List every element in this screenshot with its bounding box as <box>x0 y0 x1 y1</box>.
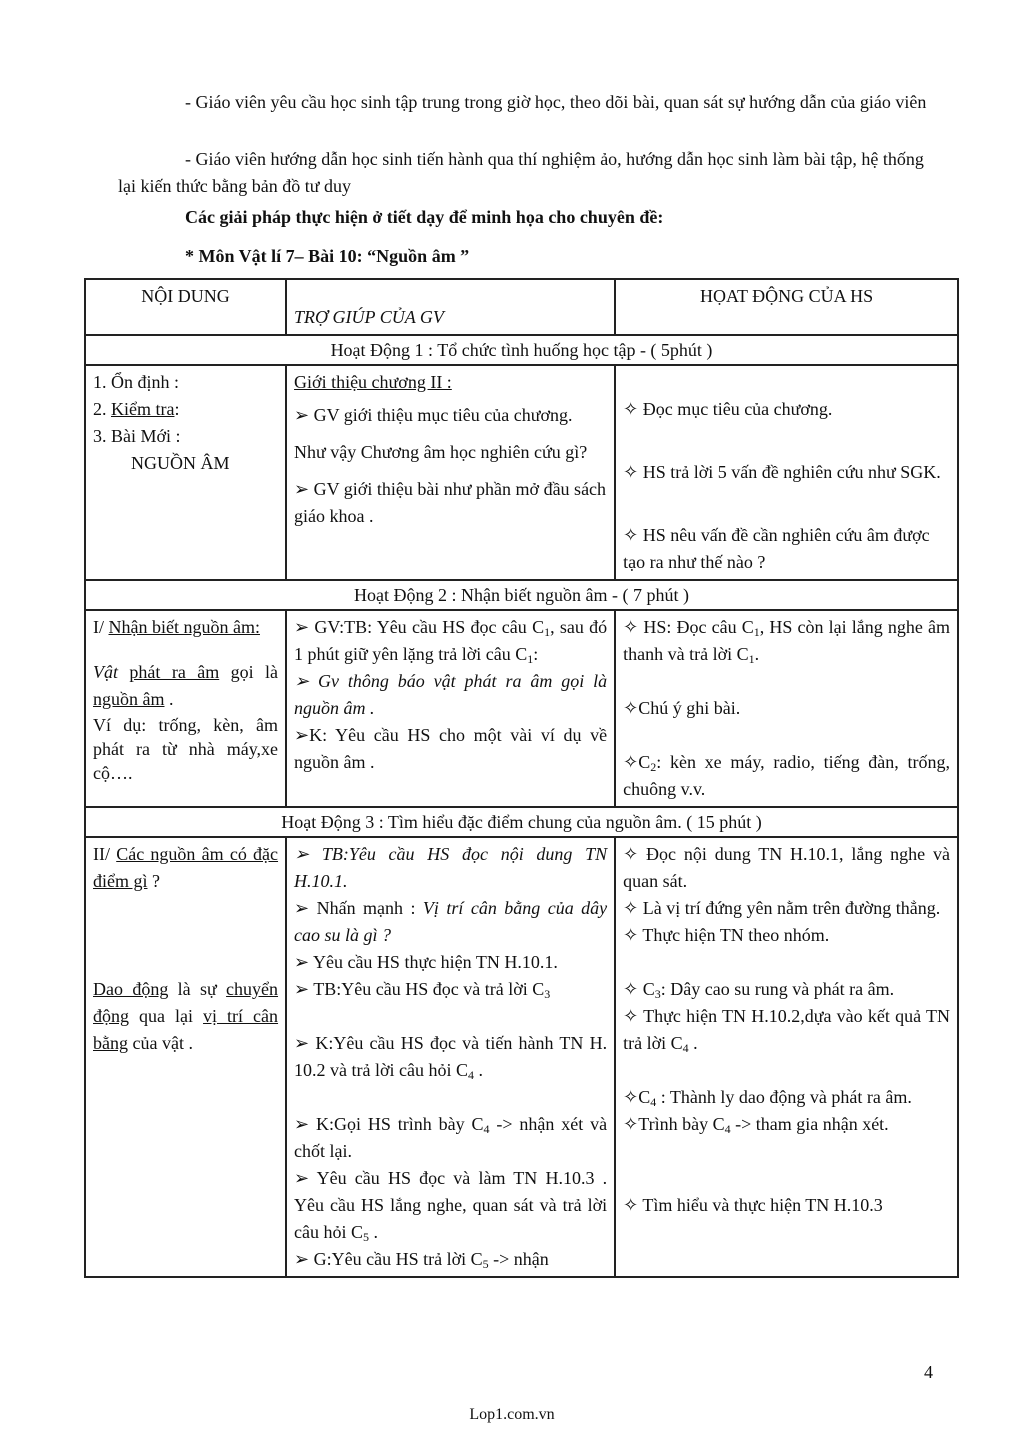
act1-gv-heading: Giới thiệu chương II : <box>294 372 452 392</box>
page-number: 4 <box>924 1362 933 1382</box>
act3-gv-1: ➢ TB:Yêu cầu HS đọc nội dung TN H.10.1. <box>294 844 608 891</box>
act1-lesson-title: NGUỒN ÂM <box>131 453 230 473</box>
act1-hoat-dong <box>615 365 958 580</box>
activity-1-row <box>85 335 958 365</box>
act1-hs-2: ✧ HS trả lời 5 vấn đề nghiên cứu như SGK. <box>623 462 941 482</box>
intro-paragraph-1: - Giáo viên yêu cầu học sinh tập trung trong giờ học, theo dõi bài, quan sát sự hướng dẫn của giáo viên <box>185 92 927 112</box>
section-heading: Các giải pháp thực hiện ở tiết dạy để minh họa cho chuyên đề: <box>185 207 664 227</box>
activity-3-content <box>85 837 958 1277</box>
act1-noi-dung <box>85 365 286 580</box>
act3-gv-3: ➢ Yêu cầu HS thực hiện TN H.10.1. <box>294 952 558 972</box>
table-header-row <box>85 279 958 335</box>
act1-hs-1: ✧ Đọc mục tiêu của chương. <box>623 399 833 419</box>
act2-hs-3: $✧C_2$: kèn xe máy, radio, tiếng đàn, trống, chuông v.v. <box>623 752 950 799</box>
activity-2-title: Hoạt Động 2 : Nhận biết nguồn âm - ( 7 phút ) <box>85 580 958 610</box>
act3-hs-3: ✧ Thực hiện TN theo nhóm. <box>623 925 830 945</box>
lesson-plan-table <box>84 278 959 1278</box>
act1-gv-1: ➢ GV giới thiệu mục tiêu của chương. <box>294 405 573 425</box>
act3-hs-5: ✧ Thực hiện TN H.10.2,dựa vào kết quả TN trả lời $C_4$ . <box>623 1006 950 1055</box>
header-noi-dung: NỘI DUNG <box>85 279 286 335</box>
act3-definition: Dao động là sự chuyển động qua lại vị trí cân bằng của vật . <box>93 979 279 1053</box>
activity-3-title: Hoạt Động 3 : Tìm hiểu đặc điểm chung của nguồn âm. ( 15 phút ) <box>85 807 958 837</box>
header-tro-giup <box>286 279 615 335</box>
act3-hs-1: ✧ Đọc nội dung TN H.10.1, lắng nghe và quan sát. <box>623 844 950 891</box>
act3-noi-dung <box>85 837 286 1277</box>
act3-hs-8: ✧ Tìm hiểu và thực hiện TN H.10.3 <box>623 1195 883 1215</box>
activity-2-content <box>85 610 958 807</box>
act2-example: Ví dụ: trống, kèn, âm phát ra từ nhà máy,xe cộ…. <box>93 715 279 783</box>
act1-tro-giup <box>286 365 615 580</box>
header-tro-giup-text: TRỢ GIÚP CỦA GV <box>294 307 444 327</box>
act2-hs-2: ✧Chú ý ghi bài. <box>623 698 741 718</box>
activity-1-content <box>85 365 958 580</box>
act3-gv-5: ➢ K:Yêu cầu HS đọc và tiến hành TN H. 10.2 và trả lời câu hỏi $C_4$ . <box>294 1033 608 1082</box>
act3-hoat-dong <box>615 837 958 1277</box>
act3-heading: II/ Các nguồn âm có đặc điểm gì ? <box>93 844 279 891</box>
activity-1-title: Hoạt Động 1 : Tổ chức tình huống học tập - ( 5phút ) <box>85 335 958 365</box>
activity-3-row <box>85 807 958 837</box>
act1-item-2: 2. Kiểm tra: <box>93 399 180 419</box>
activity-2-row <box>85 580 958 610</box>
act1-item-3: 3. Bài Mới : <box>93 426 181 446</box>
act3-gv-4: ➢ TB:Yêu cầu HS đọc và trả lời $C_3$ <box>294 979 551 1001</box>
intro-paragraph-2: - Giáo viên hướng dẫn học sinh tiến hành qua thí nghiệm ảo, hướng dẫn học sinh làm bài tập, hệ thống lại kiến thức bằng bản đồ tư duy <box>118 149 924 196</box>
act2-heading: I/ Nhận biết nguồn âm: <box>93 617 260 637</box>
act3-tro-giup <box>286 837 615 1277</box>
act2-noi-dung <box>85 610 286 807</box>
act3-hs-4: ✧ $C_3$: Dây cao su rung và phát ra âm. <box>623 979 895 1001</box>
act1-item-1: 1. Ổn định : <box>93 372 180 392</box>
act3-gv-6: ➢ K:Gọi HS trình bày $C_4$ -> nhận xét và chốt lại. <box>294 1114 608 1161</box>
act2-gv-2: ➢ Gv thông báo vật phát ra âm gọi là nguồn âm . <box>294 671 608 718</box>
act1-gv-3: ➢ GV giới thiệu bài như phần mở đầu sách giáo khoa . <box>294 479 607 526</box>
act2-gv-3: ➢K: Yêu cầu HS cho một vài ví dụ về nguồn âm . <box>294 725 608 772</box>
act2-tro-giup <box>286 610 615 807</box>
act2-hs-1: ✧ HS: Đọc câu $C_1$, HS còn lại lắng nghe âm thanh và trả lời $C_1$. <box>623 617 950 666</box>
act2-definition: Vật phát ra âm gọi là nguồn âm . <box>93 662 279 709</box>
act2-hoat-dong <box>615 610 958 807</box>
act3-hs-2: ✧ Là vị trí đứng yên nằm trên đường thẳng. <box>623 898 941 918</box>
act2-gv-1: ➢ GV:TB: Yêu cầu HS đọc câu $C_1$, sau đó 1 phút giữ yên lặng trả lời câu $C_1$: <box>294 617 608 666</box>
act3-gv-7: ➢ Yêu cầu HS đọc và làm TN H.10.3 . Yêu cầu HS lắng nghe, quan sát và trả lời câu hỏi $C_5$ . <box>294 1168 608 1244</box>
footer-site: Lop1.com.vn <box>469 1406 555 1423</box>
lesson-heading: * Môn Vật lí 7– Bài 10: “Nguồn âm ” <box>185 246 470 266</box>
act3-gv-2: ➢ Nhấn mạnh : Vị trí cân bằng của dây cao su là gì ? <box>294 898 608 945</box>
act3-gv-8: ➢ G:Yêu cầu HS trả lời $C_5$ -> nhận <box>294 1249 549 1271</box>
act1-gv-2: Như vậy Chương âm học nghiên cứu gì? <box>294 442 588 462</box>
act3-hs-6: $✧C_4$ : Thành ly dao động và phát ra âm. <box>623 1087 912 1109</box>
act3-hs-7: ✧Trình bày $C_4$ -> tham gia nhận xét. <box>623 1114 889 1136</box>
act1-hs-3: ✧ HS nêu vấn đề cần nghiên cứu âm được tạo ra như thế nào ? <box>623 525 930 572</box>
header-hoat-dong: HỌAT ĐỘNG CỦA HS <box>615 279 958 335</box>
